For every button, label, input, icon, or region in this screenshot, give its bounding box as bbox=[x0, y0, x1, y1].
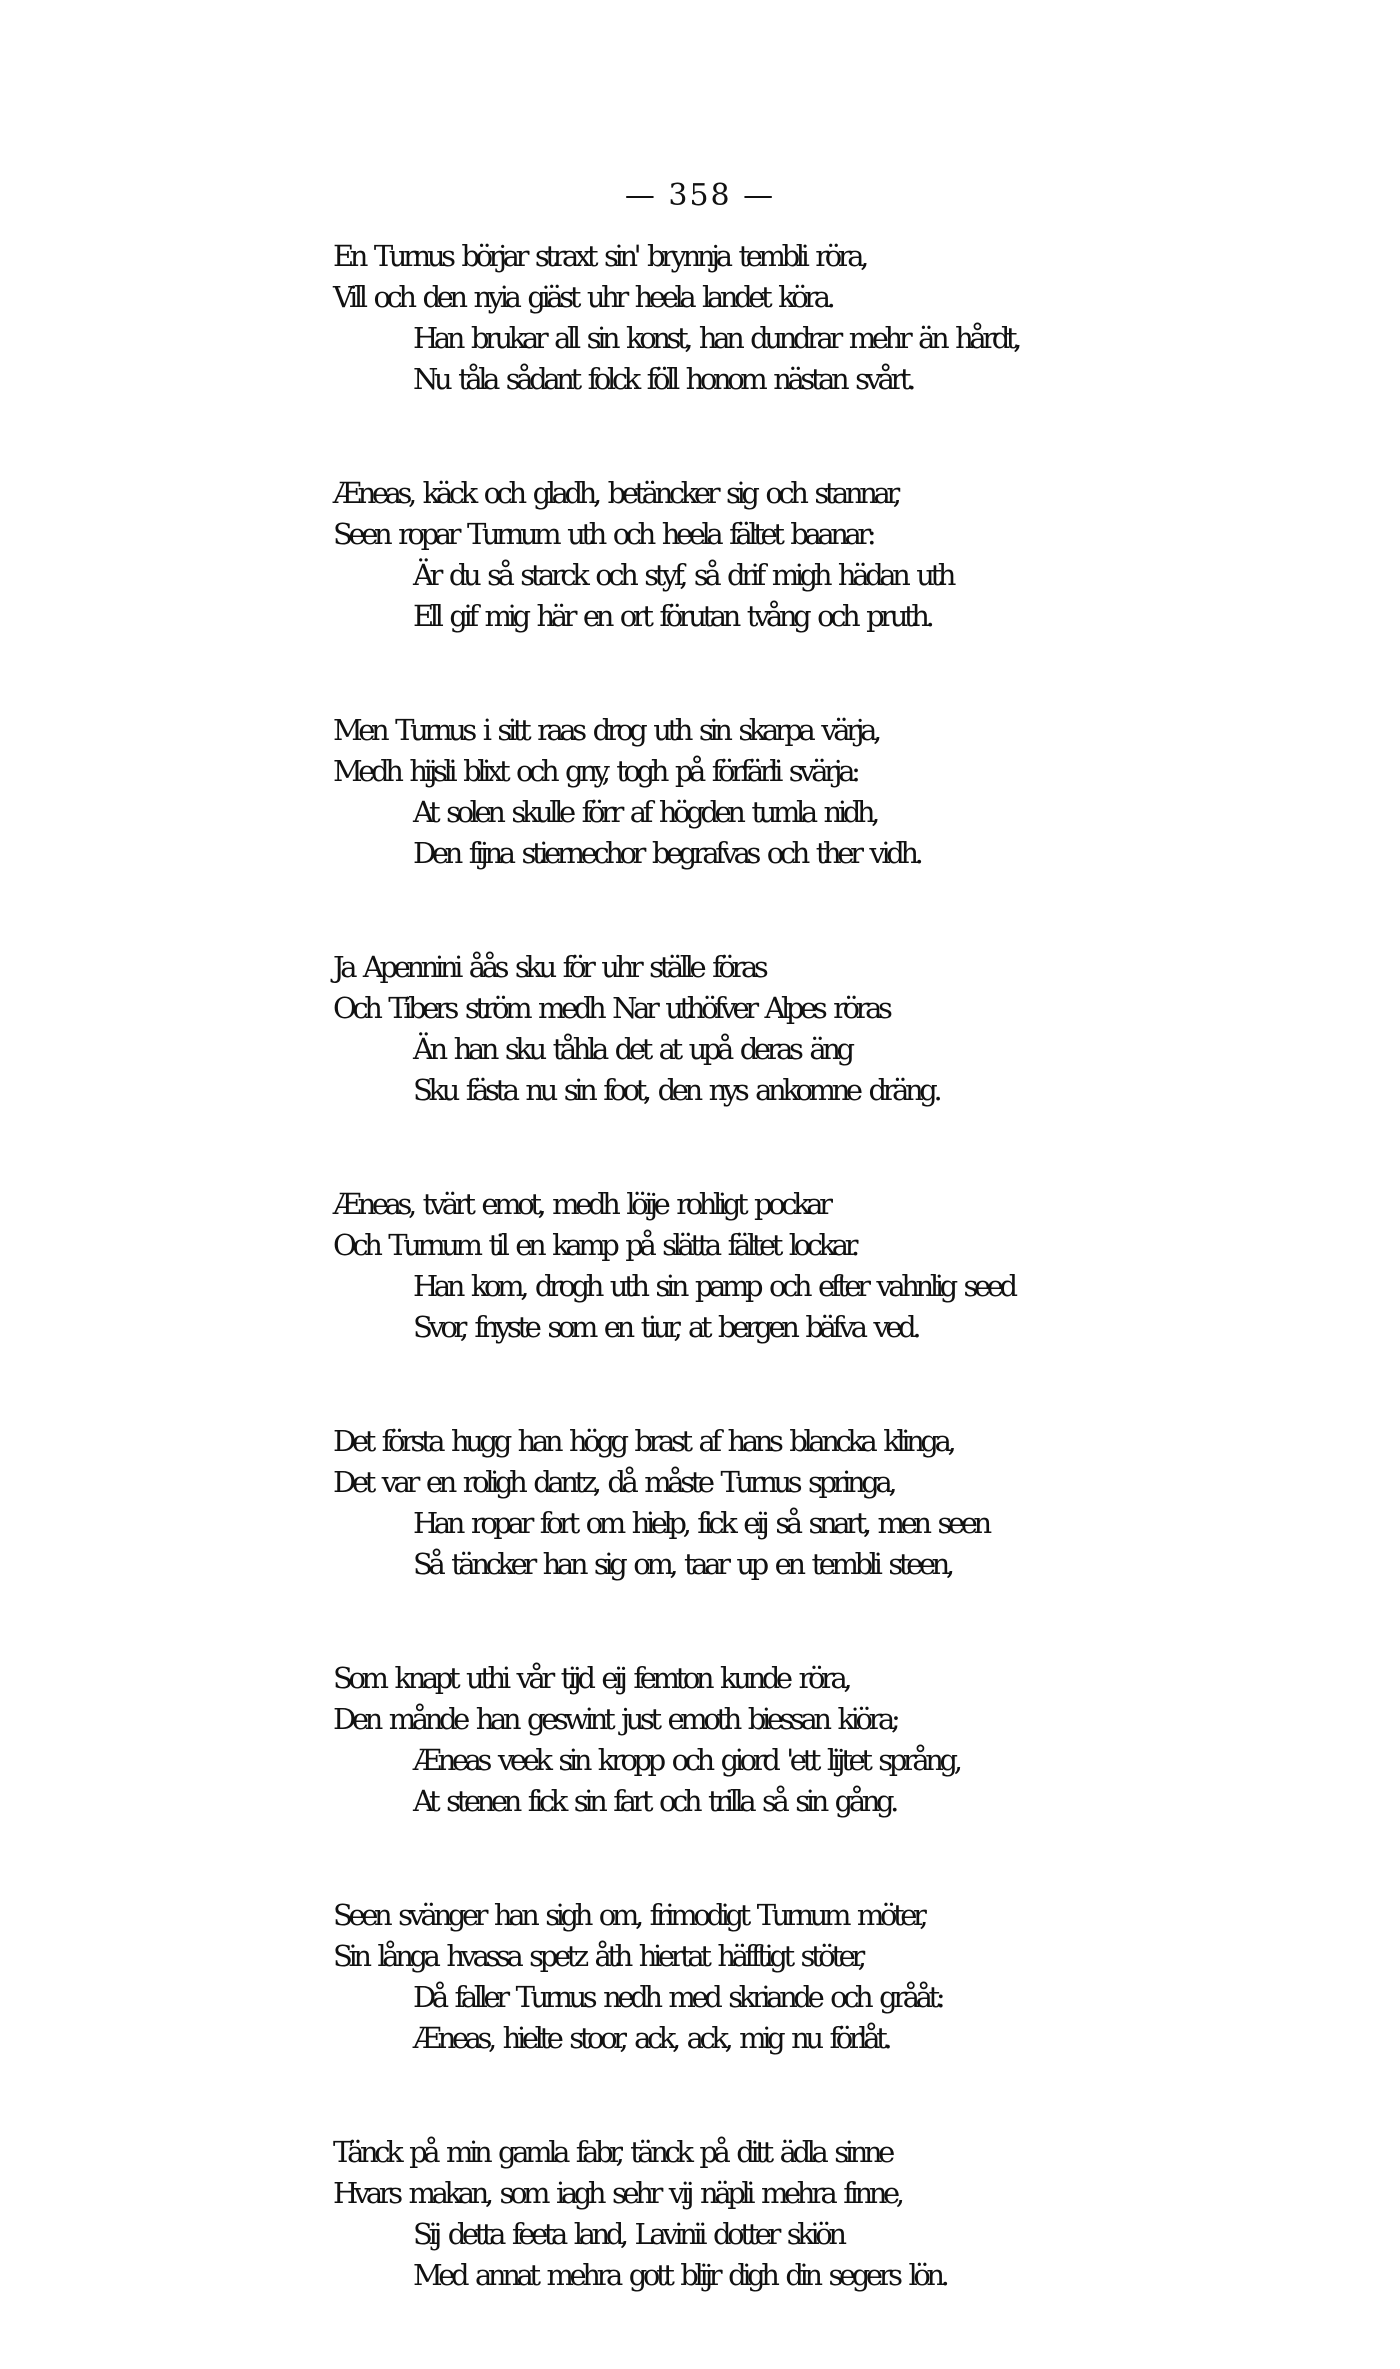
stanza bbox=[333, 236, 1333, 473]
verse-line: Som knapt uthi vår tijd eij femton kunde röra, bbox=[333, 1661, 849, 1695]
verse-line-indented: Nu tåla sådant folck föll honom nästan svårt. bbox=[413, 362, 913, 396]
verse-line: Och Tibers ström medh Nar uthöfver Alpes röras bbox=[333, 991, 889, 1025]
verse-line: Vill och den nyia giäst uhr heela landet köra. bbox=[333, 280, 832, 314]
verse-line-indented: At solen skulle förr af högden tumla nidh, bbox=[413, 795, 876, 829]
verse-line: Æneas, käck och gladh, betäncker sig och stannar, bbox=[333, 476, 898, 510]
stanza bbox=[333, 1658, 1333, 1895]
verse-line-indented: Sij detta feeta land, Lavinii dotter skiön bbox=[413, 2217, 843, 2251]
verse-line-indented: Svor, fnyste som en tiur, at bergen bäfva ved. bbox=[413, 1310, 918, 1344]
verse-line-indented: Han kom, drogh uth sin pamp och efter vahnlig seed bbox=[413, 1269, 1014, 1303]
verse-line: Ja Apennini åås sku för uhr ställe föras bbox=[333, 950, 765, 984]
verse-line-indented: Den fijna stiernechor begrafvas och ther vidh. bbox=[413, 836, 920, 870]
verse-line-indented: Æneas veek sin kropp och giord 'ett lijtet språng, bbox=[413, 1743, 959, 1777]
verse-line: Medh hijsli blixt och gny, togh på förfärli svärja: bbox=[333, 754, 857, 788]
verse-line-indented: Är du så starck och styf, så drif migh hädan uth bbox=[413, 558, 953, 592]
verse-line-indented: Ell gif mig här en ort förutan tvång och pruth. bbox=[413, 599, 931, 633]
verse-line: Seen ropar Turnum uth och heela fältet baanar: bbox=[333, 517, 873, 551]
verse-line: Den månde han geswint just emoth biessan kiöra; bbox=[333, 1702, 897, 1736]
poem bbox=[333, 236, 1333, 2369]
stanza bbox=[333, 947, 1333, 1184]
verse-line: Tänck på min gamla fabr, tänck på ditt ädla sinne bbox=[333, 2135, 891, 2169]
verse-line: Seen svänger han sigh om, frimodigt Turnum möter, bbox=[333, 1898, 925, 1932]
verse-line: En Turnus börjar straxt sin' brynnja tembli röra, bbox=[333, 239, 865, 273]
stanza bbox=[333, 2132, 1333, 2369]
verse-line-indented: Än han sku tåhla det at upå deras äng bbox=[413, 1032, 851, 1066]
verse-line: Det var en roligh dantz, då måste Turnus springa, bbox=[333, 1465, 894, 1499]
verse-line-indented: Med annat mehra gott blijr digh din segers lön. bbox=[413, 2258, 946, 2292]
stanza bbox=[333, 1184, 1333, 1421]
verse-line: Men Turnus i sitt raas drog uth sin skarpa värja, bbox=[333, 713, 878, 747]
verse-line: Hvars makan, som iagh sehr vij näpli mehra finne, bbox=[333, 2176, 901, 2210]
verse-line-indented: Æneas, hielte stoor, ack, ack, mig nu förlåt. bbox=[413, 2021, 889, 2055]
stanza bbox=[333, 1421, 1333, 1658]
stanza bbox=[333, 473, 1333, 710]
verse-line: Sin långa hvassa spetz åth hiertat häfftigt stöter, bbox=[333, 1939, 863, 1973]
stanza bbox=[333, 710, 1333, 947]
verse-line: Æneas, tvärt emot, medh löije rohligt pockar bbox=[333, 1187, 829, 1221]
verse-line-indented: Sku fästa nu sin foot, den nys ankomne dräng. bbox=[413, 1073, 939, 1107]
stanza bbox=[333, 1895, 1333, 2132]
verse-line-indented: Han ropar fort om hielp, fick eij så snart, men seen bbox=[413, 1506, 988, 1540]
verse-line-indented: Han brukar all sin konst, han dundrar mehr än hårdt, bbox=[413, 321, 1018, 355]
verse-line-indented: Så täncker han sig om, taar up en tembli steen, bbox=[413, 1547, 951, 1581]
verse-line: Och Turnum til en kamp på slätta fältet lockar. bbox=[333, 1228, 856, 1262]
page-number: — 358 — bbox=[624, 178, 776, 213]
verse-line-indented: Då faller Turnus nedh med skriande och grååt: bbox=[413, 1980, 942, 2014]
verse-line-indented: At stenen fick sin fart och trilla så sin gång. bbox=[413, 1784, 895, 1818]
verse-line: Det första hugg han högg brast af hans blancka klinga, bbox=[333, 1424, 953, 1458]
